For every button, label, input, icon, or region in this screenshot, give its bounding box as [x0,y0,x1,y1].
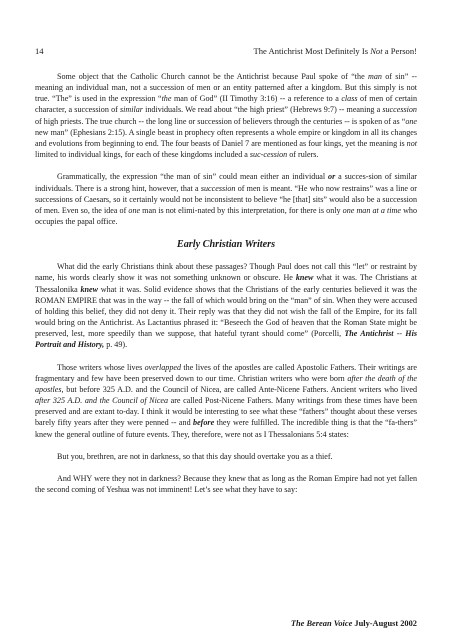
text-run: Those writers whose lives [57,362,145,372]
text-run: one man at a time [342,205,401,215]
paragraph: And WHY were they not in darkness? Because they knew that as long as the Roman Empire had not yet fallen the second coming of Yeshua was not imminent! Let’s see what they have to say: [35,474,417,495]
text-run: knew [295,273,314,283]
text-run: of men is meant. “He who now restrains” was a line or successions of Caesars, so it certainly would not be inconsistent to believe “he [that] sits” would also be a succession of men. Even so, the idea of [35,183,417,215]
text-run: limited to individual kings, for each of these kingdoms included a [35,150,250,160]
text-run: are called Post-Nicene Fathers. Many writings from these times have been preserved and are extant to-day. I think it would be interesting to see what these “fathers” thought about these verses barely fifty years after they were penned -- and [35,396,417,428]
text-run: after 325 A.D. and the Council of Nicea [35,396,169,406]
text-run: before [193,418,215,428]
text-run: the [161,94,172,104]
text-run: Some object that the Catholic Church cannot be the Antichrist because Paul spoke of “the [57,72,368,81]
paragraph [35,362,417,440]
section-heading: Early Christian Writers [176,239,276,251]
text-run: not [406,138,417,148]
text-run: , but before 325 A.D. and the Council of Nicea, are called Ante-Nicene Fathers. Ancient writers who lived [61,385,417,395]
text-run: What did the early Christians think about these passages? Though Paul does not call this “let” or restraint by name, his words clearly show it was not something unknown or obscure. He [35,262,417,283]
text-run: what it was. Solid evidence shows that the Christians of the early centuries believed it was the ROMAN EMPIRE that was in the way -- the fall of which would bring on the “man” of sin. When they were accused of holding this belief, they did not deny it. Their reply was that they did not wish the fall of the Empire, for its fall would bring on the Antichrist. As Lactantius phrased it: “Beseech the God of heaven that the Roman State might be preserved, lest, more speedily than we suppose, that hateful tyrant should come” (Porcelli, [35,284,417,339]
text-run: man of God” (II Timothy 3:16) -- a reference to a [171,94,342,104]
text-run: of high priests. The true church -- the long line or succession of believers through the centuries -- is spoken of as “ [35,116,406,126]
text-run: p. 49). [104,340,128,350]
text-run: overlapped [144,362,182,372]
scripture-quote: But you, brethren, are not in darkness, so that this day should overtake you as a thief. [57,451,333,461]
paragraph [35,261,417,350]
page-number: 14 [35,46,44,56]
text-run: who occupies the papal office. [35,205,418,227]
text-run: new man” (Ephesians 2:15). A single beast in prophecy often represents a whole empire or kingdom in all its changes and evolutions from beginning to end. The four beasts of Daniel 7 are mentioned as four kings, yet the meaning is [35,127,417,148]
text-run: a succes-sion of similar individuals. There is a strong hint, however, that a [35,172,418,193]
text-run: after the death of the apostles [35,373,417,395]
text-run: man is not elimi-nated by this interpretation, for there is only [140,205,343,215]
text-run: of sin” -- meaning an individual man, not a succession of men or an entity patterned after a kingdom. But this simply is not true. “The” is used in the expression “ [35,72,417,104]
text-run: succession [382,105,417,115]
text-run: the lives of the apostles are called Apostolic Fathers. Their writings are fragmentary and few have been preserved down to our time. Christian writers who were born [35,362,417,383]
text-run: The Antichrist -- His Portrait and History, [35,329,417,350]
text-run: knew [80,284,99,294]
page-footer [291,618,417,629]
text-run: of rulers. [287,150,319,160]
running-title-prefix: The Antichrist Most Definitely Is [253,46,371,56]
running-title-suffix: a Person! [382,46,417,56]
text-run: individuals. We read about “the high priest” (Hebrews 9:7) -- meaning a [142,105,383,115]
article-body [35,71,417,507]
text-run: one [128,205,141,215]
issue-date: July-August 2002 [352,619,417,628]
text-run: man [367,72,382,81]
text-run: of men of certain character, a succession of [35,94,417,115]
text-run: suc-cession [249,150,288,160]
running-title-emphasis: Not [370,46,383,56]
magazine-name: The Berean Voice [290,619,353,628]
paragraph [35,71,417,160]
text-run: class [341,94,358,104]
text-run: Grammatically, the expression “the man of sin” could mean either an individual [57,172,329,182]
text-run: or [328,172,336,182]
text-run: similar [120,105,143,115]
text-run: succession [200,183,236,193]
text-run: what it was. The Christians at Thessalonika [35,273,417,294]
text-run: one [405,116,417,126]
paragraph [35,171,417,227]
running-title [253,46,417,57]
text-run: they were fulfilled. The incredible thing is that the “fa-thers” knew the general outline of future events. They, therefore, were not as I Thessalonians 5:4 states: [35,418,417,439]
